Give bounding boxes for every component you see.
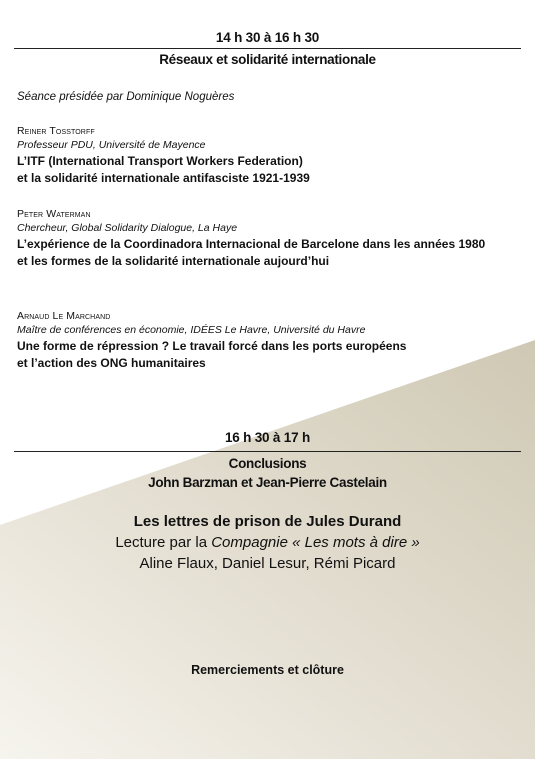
reading-title: Les lettres de prison de Jules Durand <box>133 513 402 530</box>
session-chair: Séance présidée par Dominique Noguères <box>17 91 235 103</box>
conclusions-time: 16 h 30 à 17 h <box>224 430 310 445</box>
company-name: Compagnie « Les mots à dire » <box>211 534 420 551</box>
talk-item <box>17 207 517 270</box>
reading-company-line <box>0 532 535 553</box>
reading-prefix: Lecture par la <box>115 534 212 551</box>
talk-item <box>17 309 517 372</box>
session-time: 14 h 30 à 16 h 30 <box>215 30 320 45</box>
talk-item <box>17 124 517 187</box>
conclusions-block <box>0 454 535 492</box>
talk-title-line: et la solidarité internationale antifasciste 1921-1939 <box>17 171 310 185</box>
divider <box>14 48 521 49</box>
speaker-affiliation: Chercheur, Global Solidarity Dialogue, La Haye <box>17 222 238 234</box>
talk-title-line: L’expérience de la Coordinadora Internacional de Barcelone dans les années 1980 <box>17 237 486 251</box>
speaker-name: Arnaud Le Marchand <box>17 310 111 322</box>
reading-performers: Aline Flaux, Daniel Lesur, Rémi Picard <box>139 555 396 572</box>
speaker-name: Peter Waterman <box>17 208 91 220</box>
speaker-affiliation: Professeur PDU, Université de Mayence <box>17 139 206 151</box>
talk-title-line: Une forme de répression ? Le travail forcé dans les ports européens <box>17 339 407 353</box>
talk-title-line: L’ITF (International Transport Workers Federation) <box>17 154 303 168</box>
session-title: Réseaux et solidarité internationale <box>159 52 376 67</box>
speaker-affiliation: Maître de conférences en économie, IDÉES Le Havre, Université du Havre <box>17 324 366 336</box>
speaker-name: Reiner Tosstorff <box>17 125 95 137</box>
divider <box>14 451 521 452</box>
reading-block <box>0 512 535 574</box>
closing-line: Remerciements et clôture <box>191 663 344 677</box>
talk-title-line: et l’action des ONG humanitaires <box>17 356 206 370</box>
talk-title-line: et les formes de la solidarité internationale aujourd’hui <box>17 254 330 268</box>
conclusions-title: Conclusions <box>228 456 307 471</box>
conclusions-speakers: John Barzman et Jean-Pierre Castelain <box>148 475 387 490</box>
